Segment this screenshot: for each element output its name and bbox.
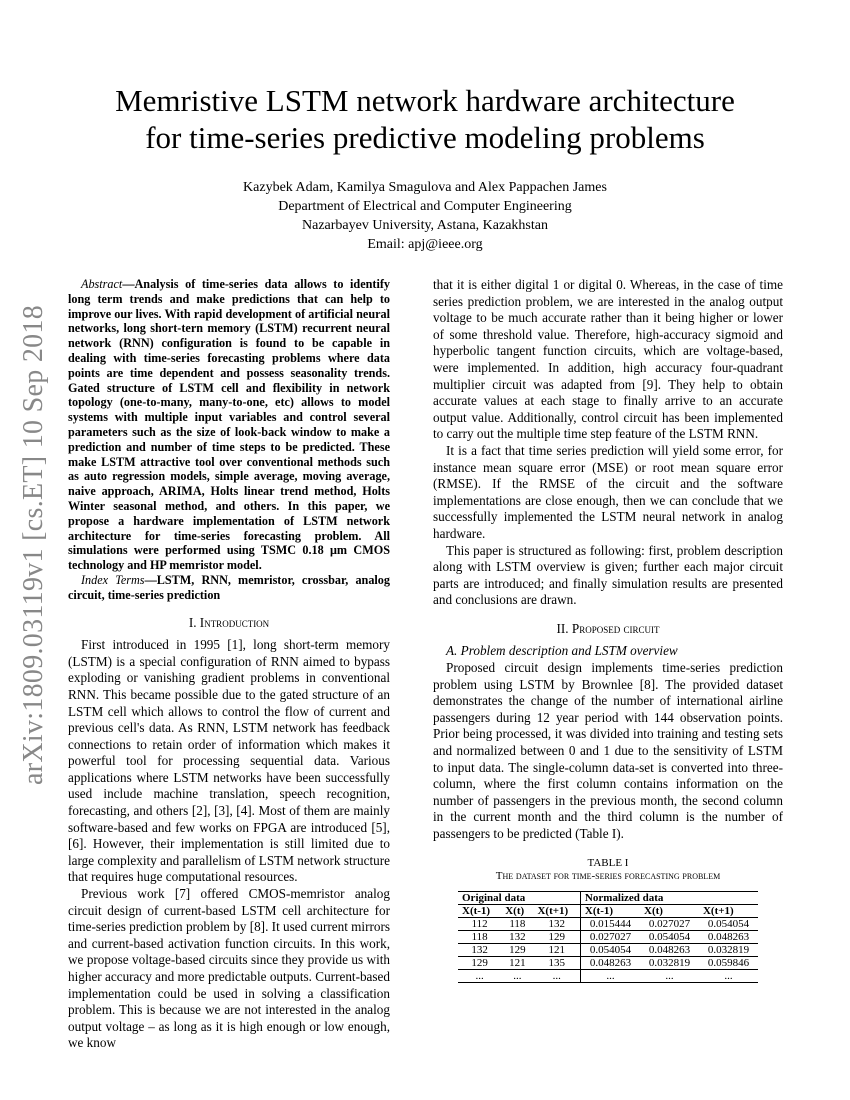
affiliation-department: Department of Electrical and Computer Engineering	[278, 199, 572, 214]
table-cell: 0.054054	[640, 930, 699, 943]
right-paragraph-4: Proposed circuit design implements time-series prediction problem using LSTM by Brownlee [8]. The provided dataset demonstrates the change of the number of international airline passengers during 12 year period with 144 observation points. Prior being processed, it was divided into training and testing sets and normalized between 0 and 1 due to the sensitivity of LSTM to input data. The single-column data-set is converted into three-column, where the first column contains information on the number of passengers in the previous month, the second column in the current month and the third column is the number of passengers to be predicted (Table I).	[433, 660, 783, 841]
table-cell: 112	[458, 917, 501, 930]
table-header: X(t+1)	[533, 904, 580, 917]
table-row	[458, 917, 758, 930]
table-cell: 129	[501, 943, 533, 956]
table-cell: 129	[533, 930, 580, 943]
paper-title	[70, 82, 780, 156]
table-cell: 132	[458, 943, 501, 956]
index-terms-label: Index Terms	[81, 572, 145, 587]
table-cell: 0.032819	[699, 943, 758, 956]
abstract-text: —Analysis of time-series data allows to identify long term trends and make predictions that can help to improve our lives. With rapid development of artificial neural networks, long short-tern memory (LSTM) recurrent neural network (RNN) configuration is found to be capable in dealing with time-series forecasting problems where data points are time dependent and possess seasonality trends. Gated structure of LSTM cell and flexibility in network topology (one-to-many, many-to-one, etc) allows to model systems with multiple input variables and control several parameters such as the size of look-back window to make a prediction and number of time steps to be predicted. These make LSTM attractive tool over conventional methods such as auto regression models, simple average, moving average, naive approach, ARIMA, Holts linear trend method, Holts Winter seasonal method, and others. In this paper, we propose a hardware implementation of LSTM network architecture for time-series forecasting problem. All simulations were performed using TSMC 0.18 μm CMOS technology and HP memristor model.	[68, 277, 390, 573]
table-cell: 129	[458, 956, 501, 969]
table-cell: 0.048263	[640, 943, 699, 956]
right-paragraph-1: that it is either digital 1 or digital 0. Whereas, in the case of time series prediction problem, we are interested in the analog output voltage to be much accurate rather than it being higher or lower of some threshold value. Therefore, high-accuracy sigmoid and hyperbolic tangent function circuits, which are voltage-based, were implemented. In addition, high accuracy four-quadrant multiplier circuit was adapted from [9]. They help to obtain accurate values at each stage to finally arrive to an accurate output value. Additionally, control circuit has been implemented to carry out the multiple time step feature of the LSTM RNN.	[433, 277, 783, 442]
intro-paragraph-2: Previous work [7] offered CMOS-memristor analog circuit design of current-based LSTM cell architecture for time-series prediction problem by [8]. It used current mirrors and current-based activation function circuits. In this work, we propose voltage-based circuits since they provide us with higher accuracy and more predictable outputs. Current-based implementation could be used in solving a classification problem. This is because we are not interested in the analog output voltage – as long as it is high enough or low enough, we know	[68, 886, 390, 1051]
table-row	[458, 943, 758, 956]
table-cell: 0.027027	[640, 917, 699, 930]
arxiv-id-text: arXiv:1809.03119v1 [cs.ET] 10 Sep 2018	[18, 304, 49, 786]
table-cell: 132	[533, 917, 580, 930]
table-cell: 0.015444	[580, 917, 640, 930]
title-line-2: for time-series predictive modeling problems	[145, 120, 705, 155]
section-proposed-circuit-heading: II. Proposed circuit	[556, 620, 660, 636]
index-terms-text: —LSTM, RNN, memristor, crossbar, analog circuit, time-series prediction	[68, 572, 390, 602]
table-group-normalized: Normalized data	[580, 891, 758, 904]
table-cell: 118	[501, 917, 533, 930]
arxiv-identifier	[12, 285, 56, 805]
title-line-1: Memristive LSTM network hardware architecture	[115, 83, 735, 118]
table-cell: 132	[501, 930, 533, 943]
table-cell: ...	[533, 969, 580, 982]
index-terms	[68, 573, 390, 603]
table-cell: 121	[533, 943, 580, 956]
left-column	[68, 277, 390, 1052]
abstract	[68, 277, 390, 573]
table-label: TABLE I	[587, 856, 629, 869]
affiliation-university: Nazarbayev University, Astana, Kazakhstan	[302, 218, 548, 233]
right-column	[433, 277, 783, 983]
table-cell: 0.059846	[699, 956, 758, 969]
table-cell: 0.048263	[699, 930, 758, 943]
table-cell: 121	[501, 956, 533, 969]
table-cell: ...	[580, 969, 640, 982]
dataset-table	[458, 891, 758, 983]
author-email: Email: apj@ieee.org	[367, 237, 483, 252]
table-cell: ...	[458, 969, 501, 982]
table-cell: ...	[501, 969, 533, 982]
table-header: X(t-1)	[580, 904, 640, 917]
table-caption: The dataset for time-series forecasting problem	[495, 869, 721, 882]
table-cell: 0.054054	[580, 943, 640, 956]
table-cell: 0.027027	[580, 930, 640, 943]
subsection-problem-description: A. Problem description and LSTM overview	[446, 643, 678, 659]
table-cell: ...	[699, 969, 758, 982]
table-cell: 0.048263	[580, 956, 640, 969]
table-header: X(t)	[640, 904, 699, 917]
table-cell: 135	[533, 956, 580, 969]
section-introduction-heading: I. Introduction	[188, 614, 270, 630]
right-paragraph-2: It is a fact that time series prediction will yield some error, for instance mean square error (MSE) or root mean square error (RMSE). If the RMSE of the circuit and the software implementations are close enough, then we can conclude that we successfully implemented the LSTM neural network in analog hardware.	[433, 442, 783, 541]
abstract-label: Abstract	[81, 277, 123, 291]
author-block	[70, 178, 780, 254]
table-cell: ...	[640, 969, 699, 982]
right-paragraph-3: This paper is structured as following: first, problem description along with LSTM overview is given; further each major circuit parts are introduced; and finally simulation results are presented and conclusions are drawn.	[433, 542, 783, 608]
author-names: Kazybek Adam, Kamilya Smagulova and Alex Pappachen James	[243, 180, 607, 195]
table-cell: 118	[458, 930, 501, 943]
intro-paragraph-1: First introduced in 1995 [1], long short-term memory (LSTM) is a special configuration of RNN aimed to bypass exploding or vanishing gradient problems in conventional RNN. This became possible due to the gated structure of an LSTM cell which allows to control the flow of current and previous cell's data. As RNN, LSTM network has feedback connections to retain order of information which makes it powerful tool for processing sequential data. Various applications where LSTM networks have been successfully used include machine translation, speech recognition, forecasting, and others [2], [3], [4]. Most of them are mainly software-based and few works on FPGA are introduced [5], [6]. However, their implementation is still limited due to large complexity and parallelism of LSTM network structure that requires huge computational resources.	[68, 637, 390, 885]
table-header: X(t)	[501, 904, 533, 917]
table-cell: 0.054054	[699, 917, 758, 930]
table-row	[458, 930, 758, 943]
table-cell: 0.032819	[640, 956, 699, 969]
table-header: X(t-1)	[458, 904, 501, 917]
table-group-original: Original data	[458, 891, 580, 904]
table-row	[458, 969, 758, 982]
table-row	[458, 956, 758, 969]
table-header: X(t+1)	[699, 904, 758, 917]
